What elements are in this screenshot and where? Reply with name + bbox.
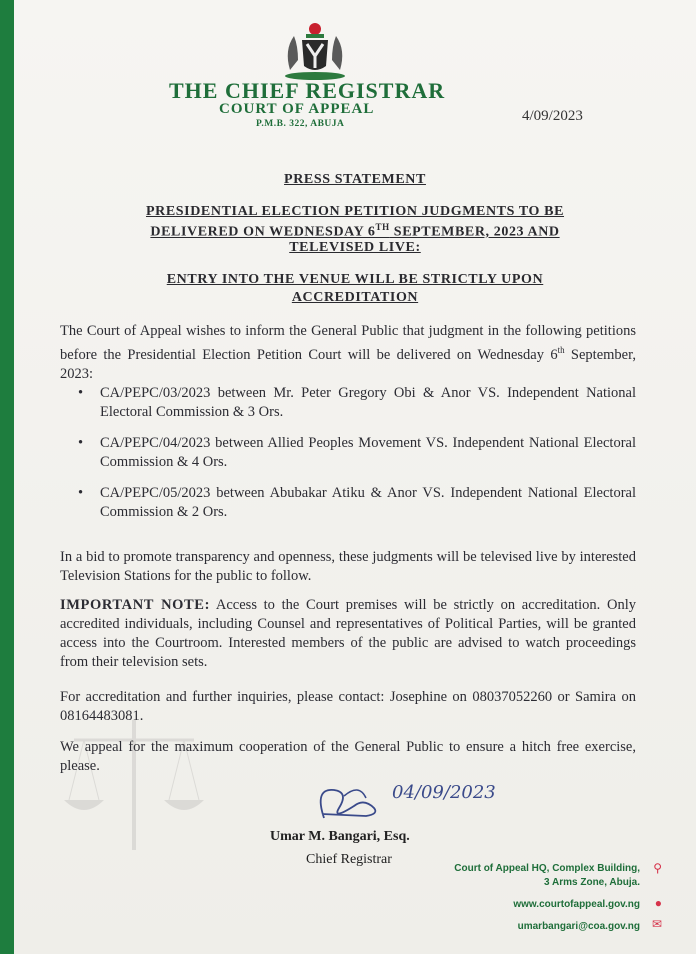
contact-paragraph: For accreditation and further inquiries, please contact: Josephine on 08037052260 or Samira on 08164483081. (60, 689, 636, 724)
entry-notice-line-2: ACCREDITATION (291, 290, 419, 305)
document-date: 4/09/2023 (522, 108, 583, 124)
headline-line-2: DELIVERED ON WEDNESDAY 6TH SEPTEMBER, 2023 AND (150, 222, 560, 240)
headline-line-3: TELEVISED LIVE: (289, 240, 421, 255)
important-note-paragraph: IMPORTANT NOTE: Access to the Court premises will be strictly on accreditation. Only accredited individuals, including Counsel and representatives of Political Parties, will be granted access into the Courtroom. Interested members of the public are advised to watch proceedings from their television sets. (60, 597, 637, 670)
scales-of-justice-watermark (54, 710, 214, 860)
transparency-paragraph: In a bid to promote transparency and openness, these judgments will be televised live by interested Television Stations for the public to follow. (60, 549, 636, 584)
footer-website[interactable]: www.courtofappeal.gov.ng (513, 899, 640, 910)
court-name: COURT OF APPEAL (219, 101, 375, 117)
globe-icon: ● (654, 896, 662, 910)
left-edge-stripe (0, 0, 14, 954)
court-address: P.M.B. 322, ABUJA (256, 119, 345, 129)
signatory-name: Umar M. Bangari, Esq. (270, 829, 410, 844)
coat-of-arms-icon (276, 20, 354, 82)
intro-paragraph: The Court of Appeal wishes to inform the General Public that judgment in the following petitions before the Presidential Election Petition Court will be delivered on Wednesday 6th September, 2023: (60, 323, 636, 382)
mail-icon: ✉ (651, 917, 662, 931)
list-item: • CA/PEPC/05/2023 between Abubakar Atiku & Anor VS. Independent National Electoral Commission & 2 Ors. (78, 485, 636, 520)
location-pin-icon: ⚲ (653, 861, 662, 875)
appeal-paragraph: We appeal for the maximum cooperation of the General Public to ensure a hitch free exercise, please. (60, 739, 636, 774)
headline-line-1: PRESIDENTIAL ELECTION PETITION JUDGMENTS TO BE (145, 204, 565, 219)
petition-list (60, 384, 636, 534)
list-item: • CA/PEPC/03/2023 between Mr. Peter Gregory Obi & Anor VS. Independent National Electoral Commission & 3 Ors. (78, 385, 636, 420)
handwritten-date: 04/09/2023 (392, 782, 496, 803)
footer-address: Court of Appeal HQ, Complex Building, 3 Arms Zone, Abuja. (454, 863, 640, 888)
registrar-title: THE CHIEF REGISTRAR (169, 78, 446, 103)
list-item: • CA/PEPC/04/2023 between Allied Peoples Movement VS. Independent National Electoral Commission & 4 Ors. (78, 435, 636, 470)
press-statement-label: PRESS STATEMENT (284, 172, 426, 187)
document-page (14, 0, 696, 954)
signatory-title: Chief Registrar (306, 852, 392, 867)
entry-notice-line-1: ENTRY INTO THE VENUE WILL BE STRICTLY UPON (166, 272, 544, 287)
footer-email[interactable]: umarbangari@coa.gov.ng (517, 921, 640, 932)
